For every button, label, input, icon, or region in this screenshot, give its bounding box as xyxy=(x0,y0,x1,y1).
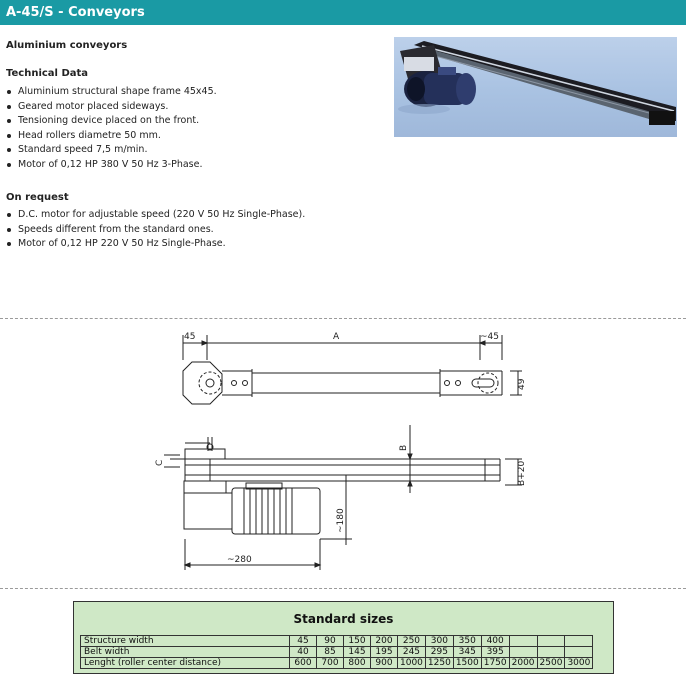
table-cell: 900 xyxy=(371,658,398,669)
table-cell: 250 xyxy=(398,636,426,647)
list-item: Standard speed 7,5 m/min. xyxy=(6,143,217,158)
table-cell: 2000 xyxy=(509,658,537,669)
list-item: D.C. motor for adjustable speed (220 V 50 Hz Single-Phase). xyxy=(6,208,305,223)
table-cell: 1750 xyxy=(481,658,509,669)
on-request-title: On request xyxy=(6,192,69,203)
table-cell: 350 xyxy=(453,636,481,647)
table-cell xyxy=(537,647,565,658)
table-row xyxy=(81,647,593,658)
table-cell: 600 xyxy=(290,658,317,669)
table-row xyxy=(81,658,593,669)
table-cell: 300 xyxy=(425,636,453,647)
table-cell xyxy=(509,636,537,647)
dim-b20-label: B+20 xyxy=(517,460,527,486)
dim-left-label: 45 xyxy=(184,332,196,342)
divider xyxy=(0,588,686,589)
table-cell: 195 xyxy=(371,647,398,658)
table-cell: 40 xyxy=(290,647,317,658)
table-cell: 395 xyxy=(481,647,509,658)
dim-280-label: ~280 xyxy=(227,555,252,565)
row-label: Belt width xyxy=(81,647,290,658)
standard-sizes-table xyxy=(80,635,593,669)
table-cell: 1000 xyxy=(398,658,426,669)
table-cell: 85 xyxy=(317,647,344,658)
divider xyxy=(0,318,686,319)
standard-sizes-title: Standard sizes xyxy=(293,612,394,626)
dim-side-label: 49 xyxy=(517,378,527,390)
list-item: Geared motor placed sideways. xyxy=(6,100,217,115)
standard-sizes-panel xyxy=(73,601,614,674)
list-item: Motor of 0,12 HP 220 V 50 Hz Single-Phase. xyxy=(6,237,305,252)
table-cell: 345 xyxy=(453,647,481,658)
table-cell: 800 xyxy=(344,658,371,669)
table-cell: 3000 xyxy=(565,658,593,669)
table-cell: 245 xyxy=(398,647,426,658)
list-item: Head rollers diametre 50 mm. xyxy=(6,129,217,144)
dim-a-label: A xyxy=(333,332,340,342)
list-item: Speeds different from the standard ones. xyxy=(6,223,305,238)
list-item: Aluminium structural shape frame 45x45. xyxy=(6,85,217,100)
list-item: Tensioning device placed on the front. xyxy=(6,114,217,129)
table-cell: 90 xyxy=(317,636,344,647)
table-cell: 150 xyxy=(344,636,371,647)
on-request-list xyxy=(6,208,305,252)
table-cell: 1250 xyxy=(425,658,453,669)
page-title: A-45/S - Conveyors xyxy=(6,5,145,20)
table-cell xyxy=(537,636,565,647)
technical-data-title: Technical Data xyxy=(6,68,89,79)
page-header xyxy=(0,0,686,25)
dim-right-label: ~45 xyxy=(480,332,499,342)
table-cell: 2500 xyxy=(537,658,565,669)
table-cell: 200 xyxy=(371,636,398,647)
dim-180-label: ~180 xyxy=(336,508,346,533)
table-cell xyxy=(565,647,593,658)
table-row xyxy=(81,636,593,647)
table-cell: 700 xyxy=(317,658,344,669)
subtitle: Aluminium conveyors xyxy=(6,40,128,51)
conveyor-photo xyxy=(394,37,677,137)
dim-c-label: C xyxy=(155,459,165,466)
table-cell xyxy=(565,636,593,647)
row-label: Lenght (roller center distance) xyxy=(81,658,290,669)
row-label: Structure width xyxy=(81,636,290,647)
dim-b-label: B xyxy=(399,444,409,451)
table-cell: 400 xyxy=(481,636,509,647)
list-item: Motor of 0,12 HP 380 V 50 Hz 3-Phase. xyxy=(6,158,217,173)
technical-data-list xyxy=(6,85,217,172)
table-cell: 45 xyxy=(290,636,317,647)
table-cell: 145 xyxy=(344,647,371,658)
table-cell xyxy=(509,647,537,658)
technical-drawing xyxy=(150,325,550,575)
table-cell: 295 xyxy=(425,647,453,658)
table-cell: 1500 xyxy=(453,658,481,669)
